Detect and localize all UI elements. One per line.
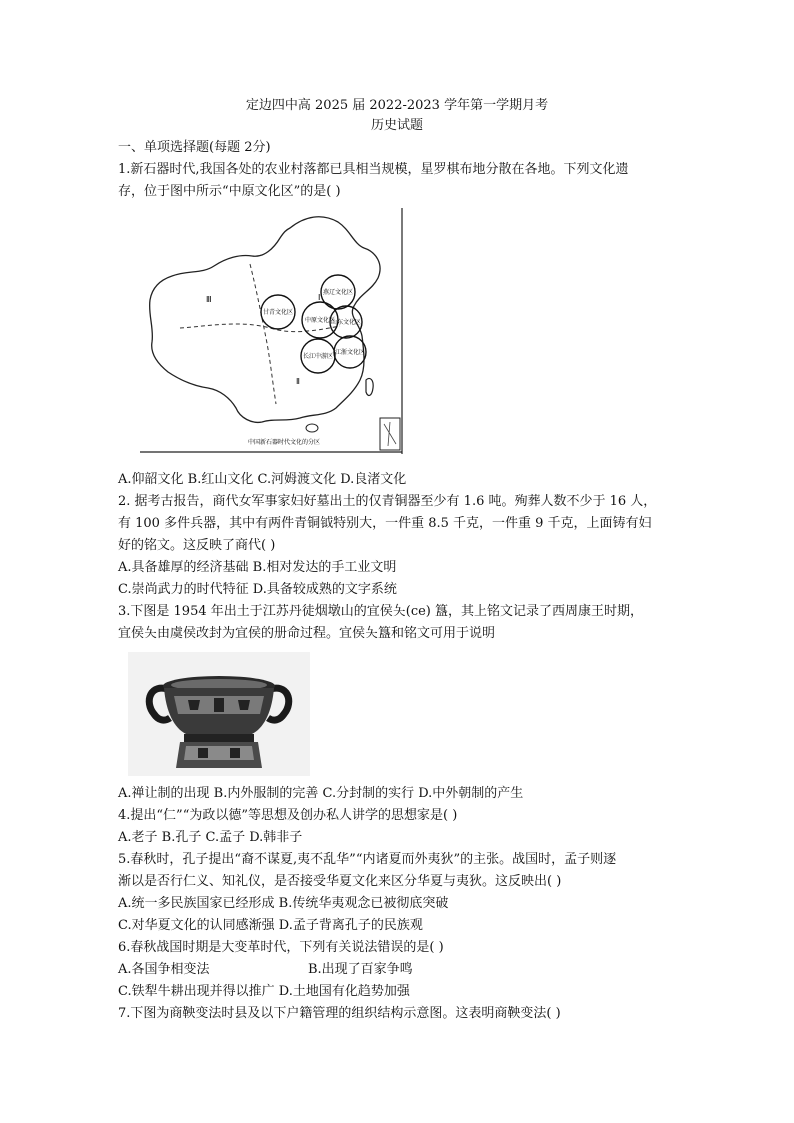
section-heading: 一、单项选择题(每题 2分) [118, 140, 271, 155]
map-label-changjiang: 长江中游区 [302, 353, 334, 360]
q3-stem-line2: 宜侯夨由虞侯改封为宜侯的册命过程。宜侯夨簋和铭文可用于说明 [118, 626, 496, 641]
q5-options-ab: A.统一多民族国家已经形成 B.传统华夷观念已被彻底突破 [118, 896, 449, 911]
map-label-zhongyuan: 中原文化区 [304, 317, 336, 324]
q2-options-ab: A.具备雄厚的经济基础 B.相对发达的手工业文明 [118, 560, 397, 575]
q1-stem-line2: 存，位于图中所示“中原文化区”的是( ) [118, 184, 341, 199]
q3-options: A.禅让制的出现 B.内外服制的完善 C.分封制的实行 D.中外朝制的产生 [118, 786, 524, 801]
map-caption: 中国新石器时代文化的分区 [248, 439, 321, 446]
q4-options: A.老子 B.孔子 C.孟子 D.韩非子 [118, 830, 303, 845]
q4-stem: 4.提出“仁”“为政以德”等思想及创办私人讲学的思想家是( ) [118, 808, 458, 823]
page-title: 定边四中高 2025 届 2022-2023 学年第一学期月考 [245, 98, 549, 113]
q5-options-cd: C.对华夏文化的认同感渐强 D.孟子背离孔子的民族观 [118, 918, 423, 933]
q1-options: A.仰韶文化 B.红山文化 C.河姆渡文化 D.良渚文化 [118, 472, 407, 487]
q5-stem-line2: 渐以是否行仁义、知礼仪，是否接受华夏文化来区分华夏与夷狄。这反映出( ) [118, 874, 562, 889]
bronze-gui-vessel-image [128, 652, 310, 776]
map-label-ganqing: 甘青文化区 [262, 309, 294, 316]
map-zone-numeral: Ⅰ [318, 293, 321, 302]
q6-option-b: B.出现了百家争鸣 [308, 962, 413, 977]
q5-stem-line1: 5.春秋时，孔子提出“裔不谋夏,夷不乱华”“内诸夏而外夷狄”的主张。战国时，孟子则逐 [118, 852, 617, 867]
q2-stem-line2: 有 100 多件兵器，其中有两件青铜钺特别大，一件重 8.5 千克，一件重 9 千克，上面铸有妇 [118, 516, 652, 531]
q6-options-cd: C.铁犁牛耕出现并得以推广 D.土地国有化趋势加强 [118, 984, 410, 999]
map-zone-numeral: Ⅲ [206, 295, 212, 304]
q2-stem-line1: 2. 据考古报告，商代女军事家妇好墓出土的仅青铜器至少有 1.6 吨。殉葬人数不少于 16 人， [118, 494, 657, 509]
map-label-yanliao: 燕辽文化区 [322, 289, 354, 296]
q6-option-a: A.各国争相变法 [118, 962, 210, 977]
page-subtitle: 历史试题 [370, 118, 423, 133]
map-label-shandong: 山东文化区 [330, 319, 362, 326]
map-zone-numeral: Ⅱ [296, 377, 300, 386]
q2-stem-line3: 好的铭文。这反映了商代( ) [118, 538, 276, 553]
neolithic-culture-map [140, 208, 408, 454]
q6-stem: 6.春秋战国时期是大变革时代，下列有关说法错误的是( ) [118, 940, 444, 955]
q7-stem: 7.下图为商鞅变法时县及以下户籍管理的组织结构示意图。这表明商鞅变法( ) [118, 1006, 561, 1021]
map-label-jiangzhe: 江浙文化区 [334, 349, 366, 356]
q1-stem-line1: 1.新石器时代,我国各处的农业村落都已具相当规模，星罗棋布地分散在各地。下列文化遗 [118, 162, 629, 177]
q3-stem-line1: 3.下图是 1954 年出土于江苏丹徒烟墩山的宜侯夨(ce) 簋，其上铭文记录了西周康王时期， [118, 604, 644, 619]
q2-options-cd: C.崇尚武力的时代特征 D.具备较成熟的文字系统 [118, 582, 397, 597]
